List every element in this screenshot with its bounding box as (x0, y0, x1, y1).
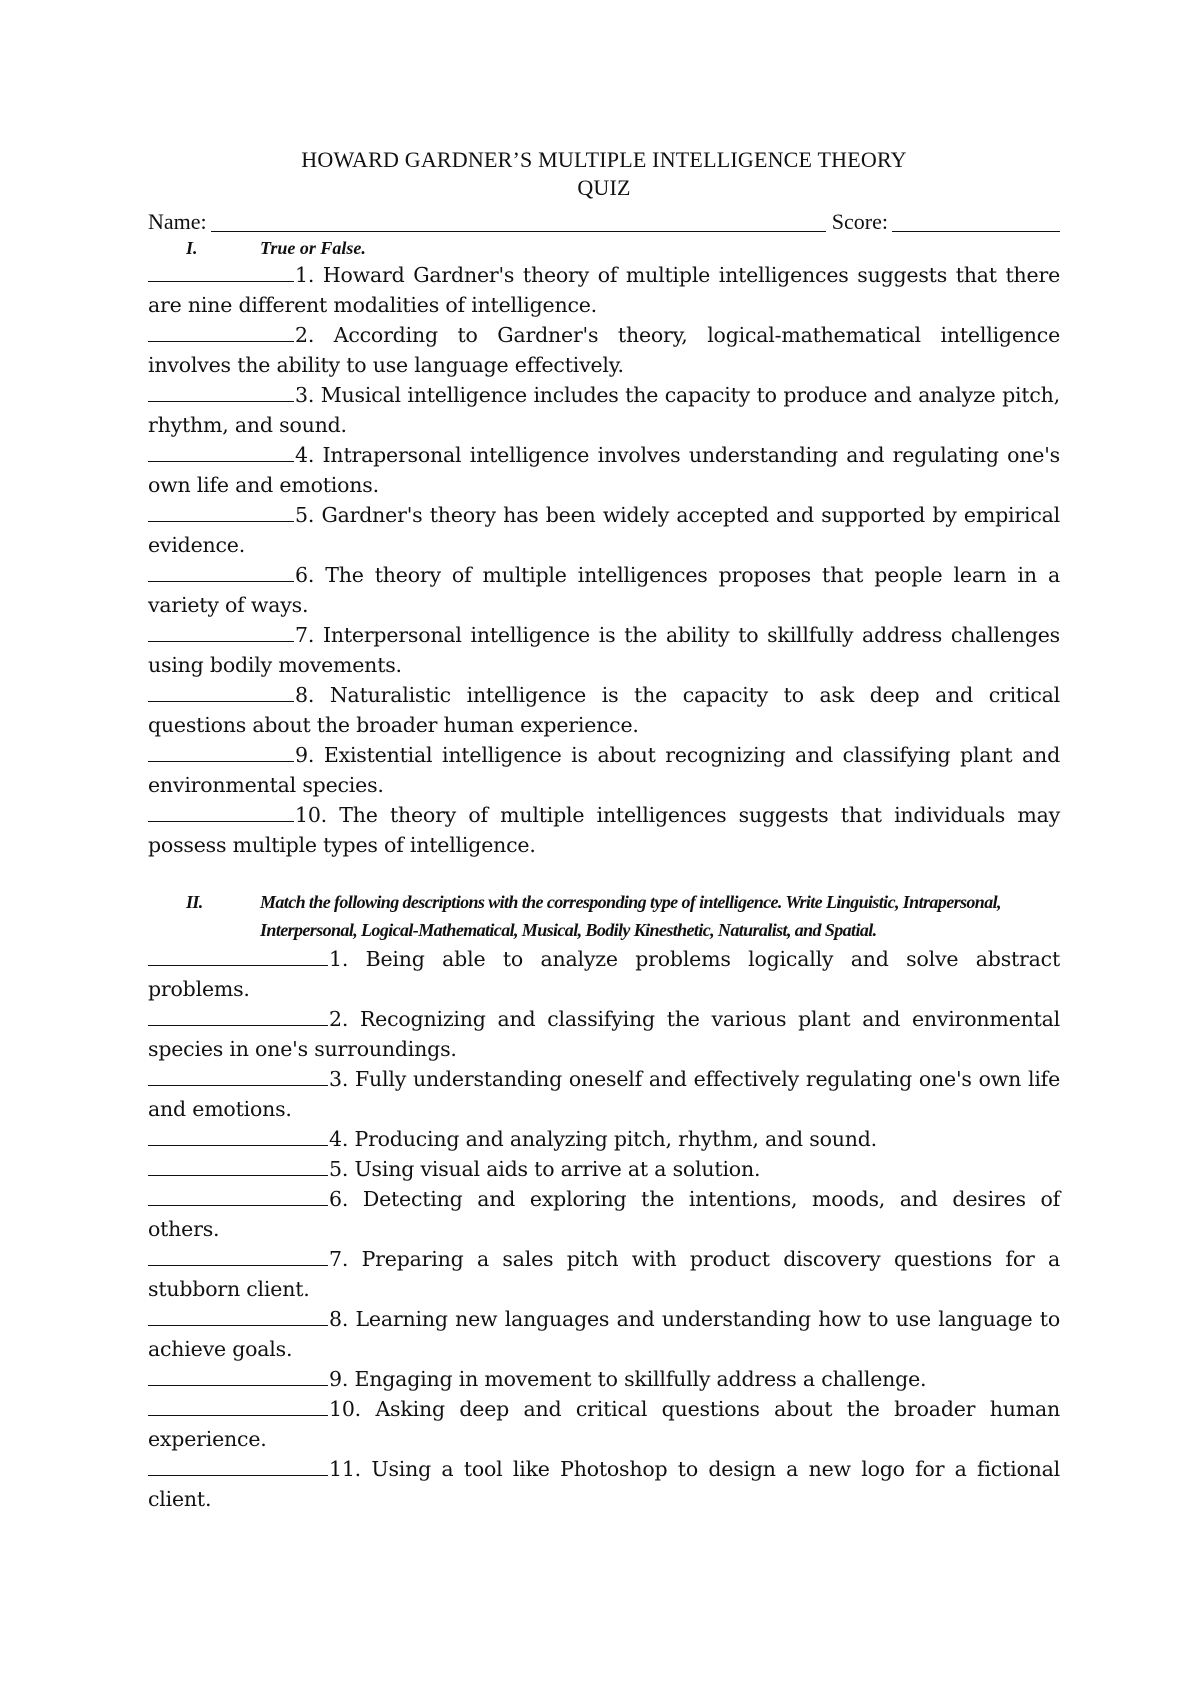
true-false-answer-blank[interactable] (148, 621, 294, 642)
true-false-question (148, 500, 1060, 560)
true-false-question-text: 5. Gardner's theory has been widely accepted and supported by empirical evidence. (148, 503, 1060, 557)
true-false-question (148, 680, 1060, 740)
true-false-question (148, 620, 1060, 680)
matching-answer-blank[interactable] (148, 1125, 328, 1146)
true-false-question-text: 9. Existential intelligence is about recognizing and classifying plant and environmental species. (148, 743, 1060, 797)
matching-question (148, 944, 1060, 1004)
section-1-number: I. (186, 238, 198, 258)
matching-question-text: 8. Learning new languages and understanding how to use language to achieve goals. (148, 1307, 1060, 1361)
section-1-heading (148, 236, 1060, 260)
true-false-answer-blank[interactable] (148, 381, 294, 402)
true-false-question (148, 440, 1060, 500)
true-false-answer-blank[interactable] (148, 801, 294, 822)
true-false-answer-blank[interactable] (148, 681, 294, 702)
true-false-question-text: 2. According to Gardner's theory, logical-mathematical intelligence involves the ability to use language effectively. (148, 323, 1060, 377)
matching-question-text: 11. Using a tool like Photoshop to design a new logo for a fictional client. (148, 1457, 1060, 1511)
true-false-answer-blank[interactable] (148, 741, 294, 762)
matching-question-text: 5. Using visual aids to arrive at a solution. (329, 1157, 761, 1181)
matching-question (148, 1184, 1060, 1244)
name-label: Name: (148, 209, 207, 234)
matching-question-text: 7. Preparing a sales pitch with product discovery questions for a stubborn client. (148, 1247, 1060, 1301)
score-blank[interactable] (892, 211, 1060, 232)
matching-question-text: 10. Asking deep and critical questions about the broader human experience. (148, 1397, 1060, 1451)
matching-answer-blank[interactable] (148, 1455, 328, 1476)
matching-answer-blank[interactable] (148, 1395, 328, 1416)
matching-question-text: 2. Recognizing and classifying the various plant and environmental species in one's surroundings. (148, 1007, 1060, 1061)
true-false-answer-blank[interactable] (148, 441, 294, 462)
quiz-subtitle: QUIZ (577, 175, 631, 200)
matching-question (148, 1454, 1060, 1514)
section-2-heading (148, 888, 1060, 944)
true-false-question-text: 7. Interpersonal intelligence is the ability to skillfully address challenges using bodily movements. (148, 623, 1060, 677)
true-false-question-text: 6. The theory of multiple intelligences proposes that people learn in a variety of ways. (148, 563, 1060, 617)
true-false-answer-blank[interactable] (148, 561, 294, 582)
true-false-question-text: 4. Intrapersonal intelligence involves understanding and regulating one's own life and emotions. (148, 443, 1060, 497)
true-false-answer-blank[interactable] (148, 501, 294, 522)
section-2-number: II. (186, 892, 203, 912)
matching-question (148, 1364, 1060, 1394)
name-blank[interactable] (211, 211, 826, 232)
matching-answer-blank[interactable] (148, 1365, 328, 1386)
score-label: Score: (831, 209, 888, 234)
true-false-list (148, 260, 1060, 860)
quiz-title: HOWARD GARDNER’S MULTIPLE INTELLIGENCE THEORY (301, 147, 907, 172)
matching-answer-blank[interactable] (148, 945, 328, 966)
true-false-question (148, 380, 1060, 440)
matching-question (148, 1304, 1060, 1364)
quiz-content (148, 146, 1060, 1514)
matching-question-text: 9. Engaging in movement to skillfully address a challenge. (329, 1367, 927, 1391)
matching-answer-blank[interactable] (148, 1305, 328, 1326)
true-false-answer-blank[interactable] (148, 321, 294, 342)
matching-question-text: 4. Producing and analyzing pitch, rhythm, and sound. (329, 1127, 877, 1151)
true-false-question-text: 10. The theory of multiple intelligences suggests that individuals may possess multiple types of intelligence. (148, 803, 1060, 857)
matching-question (148, 1124, 1060, 1154)
true-false-question (148, 320, 1060, 380)
matching-question (148, 1004, 1060, 1064)
true-false-question (148, 560, 1060, 620)
matching-question (148, 1064, 1060, 1124)
matching-question (148, 1154, 1060, 1184)
matching-question-text: 1. Being able to analyze problems logically and solve abstract problems. (148, 947, 1060, 1001)
true-false-question-text: 3. Musical intelligence includes the capacity to produce and analyze pitch, rhythm, and sound. (148, 383, 1060, 437)
matching-question (148, 1394, 1060, 1454)
matching-answer-blank[interactable] (148, 1155, 328, 1176)
true-false-question-text: 1. Howard Gardner's theory of multiple intelligences suggests that there are nine different modalities of intelligence. (148, 263, 1060, 317)
true-false-question (148, 260, 1060, 320)
matching-answer-blank[interactable] (148, 1185, 328, 1206)
matching-question-text: 6. Detecting and exploring the intentions, moods, and desires of others. (148, 1187, 1060, 1241)
section-1-instruction: True or False. (260, 238, 366, 258)
matching-answer-blank[interactable] (148, 1005, 328, 1026)
matching-question (148, 1244, 1060, 1304)
matching-question-text: 3. Fully understanding oneself and effectively regulating one's own life and emotions. (148, 1067, 1060, 1121)
matching-list (148, 944, 1060, 1514)
matching-answer-blank[interactable] (148, 1065, 328, 1086)
true-false-question (148, 800, 1060, 860)
true-false-question (148, 740, 1060, 800)
name-score-row (148, 208, 1060, 236)
true-false-answer-blank[interactable] (148, 261, 294, 282)
matching-answer-blank[interactable] (148, 1245, 328, 1266)
section-2-instruction: Match the following descriptions with the corresponding type of intelligence. Write Linguistic, Intrapersonal, Interpersonal, Logical-Mathematical, Musical, Bodily Kinesthetic, Naturalist, and Spatial. (260, 892, 1001, 940)
true-false-question-text: 8. Naturalistic intelligence is the capacity to ask deep and critical questions about the broader human experience. (148, 683, 1060, 737)
